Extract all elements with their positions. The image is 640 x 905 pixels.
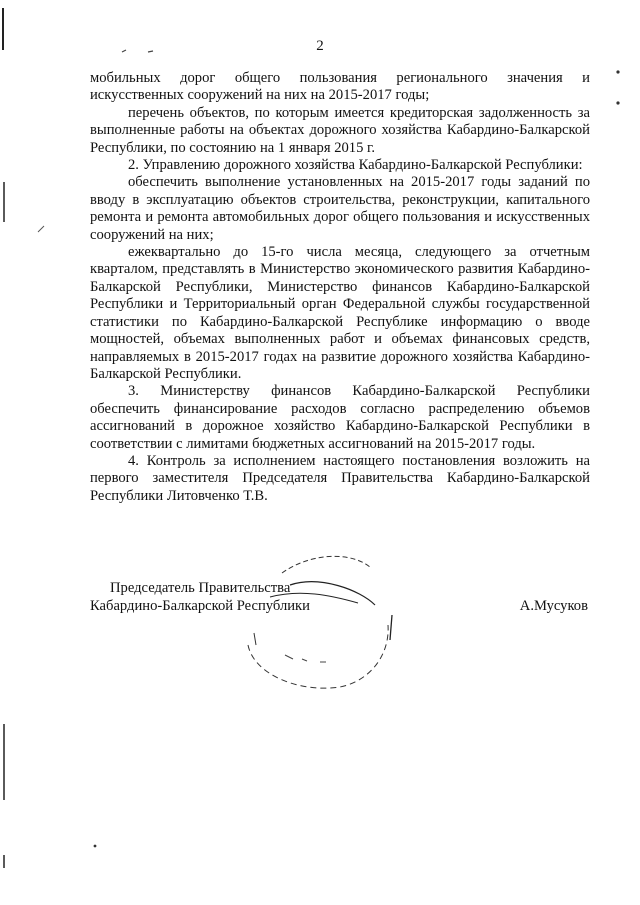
signatory-position-line-2: Кабардино-Балкарской Республики: [90, 598, 310, 614]
paragraph-item-4-control: 4. Контроль за исполнением настоящего постановления возложить на первого заместителя Председателя Правительства Кабардино-Балкарской Республики Литовченко Т.В.: [90, 452, 590, 504]
signature-block: [90, 579, 590, 615]
official-seal-stamp: [240, 545, 410, 695]
paragraph-roads-list-continuation: мобильных дорог общего пользования регионального значения и искусственных сооружений на них на 2015-2017 годы;: [90, 70, 590, 104]
paragraph-item-2-commissioning: обеспечить выполнение установленных на 2015-2017 годы заданий по вводу в эксплуатацию объектов строительства, реконструкции, капитального ремонта и ремонта автомобильных дорог общего пользования и искусственных сооружений на них;: [90, 174, 590, 243]
paragraph-item-2-heading: 2. Управлению дорожного хозяйства Кабардино-Балкарской Республики:: [128, 157, 583, 174]
paragraph-creditor-debt-list: перечень объектов, по которым имеется кредиторская задолженность за выполненные работы на объектах дорожного хозяйства Кабардино-Балкарской Республики, по состоянию на 1 января 2015 г.: [90, 104, 590, 156]
page-number: 2: [316, 38, 324, 54]
paragraph-item-3-financing: 3. Министерству финансов Кабардино-Балкарской Республики обеспечить финансирование расходов согласно распределению объемов ассигнований в дорожное хозяйство Кабардино-Балкарской Республики в соответствии с лимитами бюджетных ассигнований на 2015-2017 годы.: [90, 383, 590, 452]
paragraph-item-2-quarterly-report: ежеквартально до 15-го числа месяца, следующего за отчетным кварталом, представлять в Министерство экономического развития Кабардино-Балкарской Республики, Министерство финансов Кабардино-Балкарской Республики и Территориальный орган Федеральной службы государственной статистики по Кабардино-Балкарской Республике информацию о вводе мощностей, объемах выполненных работ и объемах финансовых средств, направляемых в 2015-2017 годах на развитие дорожного хозяйства Кабардино-Балкарской Республики.: [90, 244, 590, 382]
signatory-name: А.Мусуков: [519, 598, 588, 614]
signatory-position-line-1: Председатель Правительства: [110, 580, 291, 596]
document-body: [90, 70, 590, 505]
